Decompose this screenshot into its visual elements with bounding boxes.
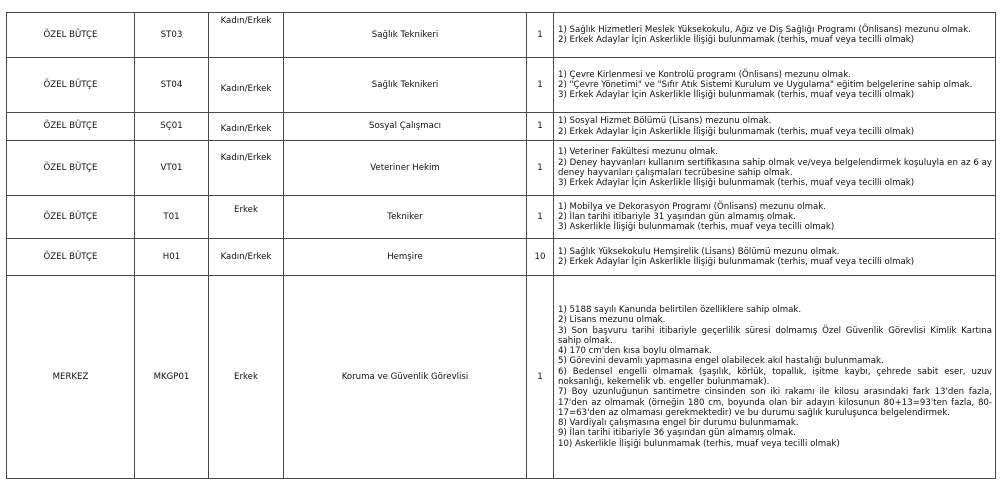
unvan-cell: Veteriner Hekim (284, 141, 527, 196)
kosul-line: 3) Erkek Adaylar İçin Askerlikle İlişiği bulunmamak (terhis, muaf veya tecilli olmak) (558, 90, 915, 101)
kosul-line: 7) Boy uzunluğunun santimetre cinsinden son iki rakamı ile kilosu arasındaki fark 13'den fazla, 17'den az olmamak (örneğin 180 cm, boyunda olan bir adayın kilosunun 80+13=93'ten fazla, 80-17=63'den az olmaması gerekmektedir) ve bu durumu sağlık kuruluşunca belgelendirmek. (558, 387, 992, 418)
kosul-line: 4) 170 cm'den kısa boylu olmamak. (558, 346, 712, 357)
table-row (7, 239, 996, 276)
kosul-line: 1) Çevre Kirlenmesi ve Kontrolü programı (Önlisans) mezunu olmak. (558, 69, 851, 80)
kod-cell: MKGP01 (135, 276, 209, 479)
table-row (7, 58, 996, 113)
adet-cell: 1 (527, 196, 554, 239)
kosullar-cell (554, 13, 996, 58)
kosullar-cell (554, 196, 996, 239)
kosul-line: 2) Erkek Adaylar İçin Askerlikle İlişiği bulunmamak (terhis, muaf veya tecilli olmak) (558, 126, 915, 137)
adet-cell: 1 (527, 58, 554, 113)
kosul-line: 1) Sosyal Hizmet Bölümü (Lisans) mezunu olmak. (558, 116, 772, 127)
kosul-line: 6) Bedensel engelli olmamak (şaşılık, körlük, topallık, işitme kaybı, çehrede sabit eser, uzuv noksanlığı, kekemelik vb. engeller bulunmamak). (558, 366, 992, 387)
unvan-cell: Koruma ve Güvenlik Görevlisi (284, 276, 527, 479)
kod-cell: SÇ01 (135, 113, 209, 141)
kod-cell: T01 (135, 196, 209, 239)
kod-cell: VT01 (135, 141, 209, 196)
adet-cell: 10 (527, 239, 554, 276)
kosul-line: 2) Deney hayvanları kullanım sertifikasına sahip olmak ve/veya belgelendirmek koşuluyla en az 6 ay deney hayvanları çalışmaları tecrübesine sahip olmak. (558, 157, 992, 178)
adet-cell: 1 (527, 276, 554, 479)
table-row (7, 13, 996, 58)
cinsiyet-cell: Kadın/Erkek (209, 113, 284, 141)
kosul-line: 2) İlan tarihi itibariyle 31 yaşından gün almamış olmak. (558, 211, 796, 222)
kosul-line: 8) Vardiyalı çalışmasına engel bir durumu bulunmamak. (558, 418, 799, 429)
kurum-cell: ÖZEL BÜTÇE (7, 13, 135, 58)
cinsiyet-cell: Kadın/Erkek (209, 239, 284, 276)
kosul-line: 1) Veteriner Fakültesi mezunu olmak. (558, 147, 719, 158)
table-row (7, 196, 996, 239)
kosul-line: 1) 5188 sayılı Kanunda belirtilen özelliklere sahip olmak. (558, 304, 802, 315)
kosul-line: 1) Mobilya ve Dekorasyon Programı (Önlisans) mezunu olmak. (558, 201, 826, 212)
kod-cell: ST04 (135, 58, 209, 113)
kosullar-cell (554, 239, 996, 276)
adet-cell: 1 (527, 13, 554, 58)
kosul-line: 2) Erkek Adaylar İçin Askerlikle İlişiği bulunmamak (terhis, muaf veya tecilli olmak) (558, 35, 915, 45)
kosul-line: 1) Sağlık Yüksekokulu Hemşirelik (Lisans) Bölümü mezunu olmak. (558, 246, 840, 257)
adet-cell: 1 (527, 141, 554, 196)
kod-cell: ST03 (135, 13, 209, 58)
kosul-line: 3) Son başvuru tarihi itibariyle geçerlilik süresi dolmamış Özel Güvenlik Görevlisi Kimlik Kartına sahip olmak. (558, 325, 992, 346)
adet-cell: 1 (527, 113, 554, 141)
cinsiyet-cell: Kadın/Erkek (209, 58, 284, 113)
unvan-cell: Sağlık Teknikeri (284, 13, 527, 58)
cinsiyet-cell: Kadın/Erkek (209, 141, 284, 196)
kod-cell: H01 (135, 239, 209, 276)
table-row (7, 141, 996, 196)
kurum-cell: ÖZEL BÜTÇE (7, 239, 135, 276)
kosullar-cell (554, 113, 996, 141)
kosullar-cell (554, 58, 996, 113)
unvan-cell: Hemşire (284, 239, 527, 276)
kadro-table (6, 12, 996, 479)
unvan-cell: Tekniker (284, 196, 527, 239)
kosul-line: 3) Erkek Adaylar İçin Askerlikle İlişiği bulunmamak (terhis, muaf veya tecilli olmak) (558, 178, 915, 189)
kosul-line: 5) Görevini devamlı yapmasına engel olabilecek akıl hastalığı bulunmamak. (558, 356, 884, 367)
kosul-line: 2) "Çevre Yönetimi" ve "Sıfır Atık Sistemi Kurulum ve Uygulama" eğitim belgelerine sahip olmak. (558, 79, 973, 90)
kosul-line: 9) İlan tarihi itibariyle 36 yaşından gün almamış olmak. (558, 428, 796, 439)
kosul-line: 1) Sağlık Hizmetleri Meslek Yüksekokulu, Ağız ve Diş Sağlığı Programı (Önlisans) mezunu olmak. (558, 24, 971, 35)
kurum-cell: ÖZEL BÜTÇE (7, 196, 135, 239)
unvan-cell: Sağlık Teknikeri (284, 58, 527, 113)
cinsiyet-cell: Erkek (209, 276, 284, 479)
cinsiyet-cell: Erkek (209, 196, 284, 239)
unvan-cell: Sosyal Çalışmacı (284, 113, 527, 141)
table-row (7, 276, 996, 479)
kosul-line: 2) Erkek Adaylar İçin Askerlikle İlişiği bulunmamak (terhis, muaf veya tecilli olmak) (558, 257, 915, 267)
kurum-cell: MERKEZ (7, 276, 135, 479)
kosul-line: 3) Askerlikle İlişiği bulunmamak (terhis, muaf veya tecilli olmak) (558, 222, 835, 233)
kurum-cell: ÖZEL BÜTÇE (7, 113, 135, 141)
kosul-line: 2) Lisans mezunu olmak. (558, 315, 666, 326)
kosullar-cell (554, 141, 996, 196)
kosul-line: 10) Askerlikle İlişiği bulunmamak (terhis, muaf veya tecilli olmak) (558, 438, 840, 449)
cinsiyet-cell: Kadın/Erkek (209, 13, 284, 58)
kurum-cell: ÖZEL BÜTÇE (7, 141, 135, 196)
table-row (7, 113, 996, 141)
kosullar-cell (554, 276, 996, 479)
kurum-cell: ÖZEL BÜTÇE (7, 58, 135, 113)
